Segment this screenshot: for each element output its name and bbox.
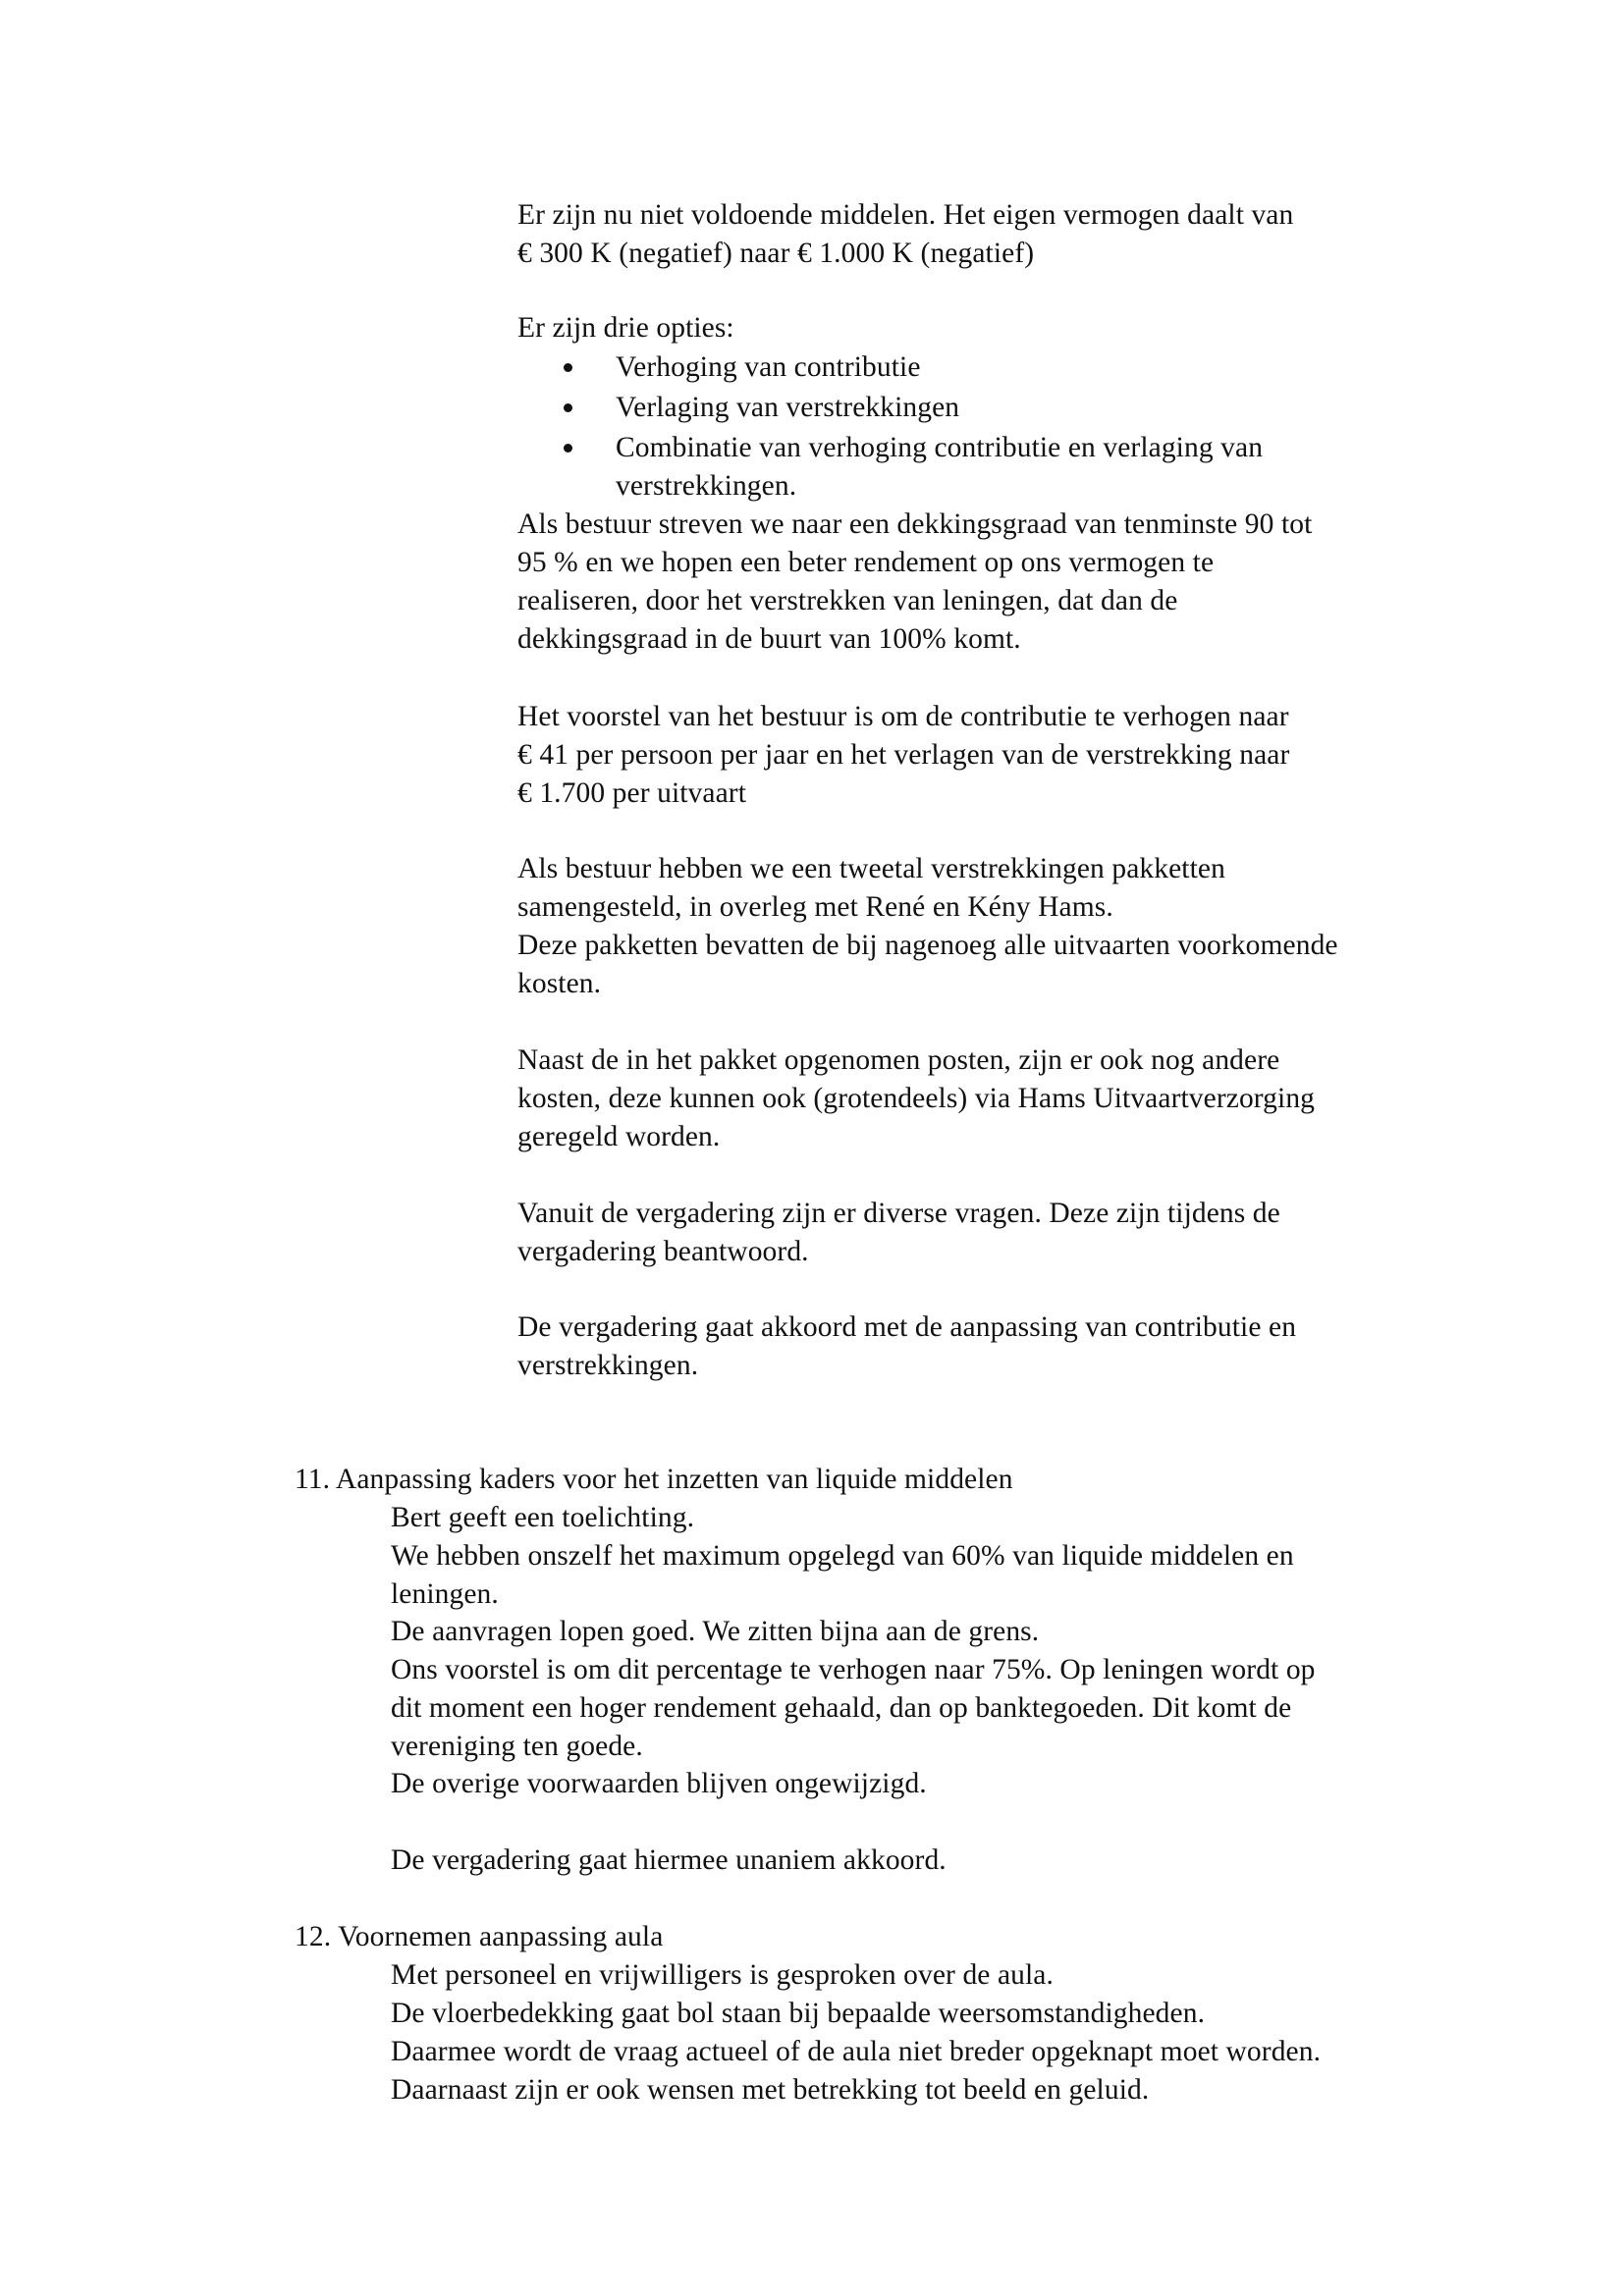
section-line: Daarnaast zijn er ook wensen met betrekking tot beeld en geluid. <box>391 2074 1150 2106</box>
section-line: De overige voorwaarden blijven ongewijzigd. <box>391 1768 927 1799</box>
section-line: De aanvragen lopen goed. We zitten bijna aan de grens. <box>391 1616 1040 1647</box>
body-line: kosten. <box>517 968 602 999</box>
section-line: dit moment een hoger rendement gehaald, dan op banktegoeden. Dit komt de <box>391 1692 1292 1724</box>
option-item: Verhoging van contributie <box>616 351 921 383</box>
body-line: vergadering beantwoord. <box>517 1236 809 1267</box>
section-line: Bert geeft een toelichting. <box>391 1502 695 1533</box>
section-conclusion: De vergadering gaat hiermee unaniem akkoord. <box>391 1844 947 1876</box>
body-line: kosten, deze kunnen ook (grotendeels) via Hams Uitvaartverzorging <box>517 1083 1316 1114</box>
body-line: Naast de in het pakket opgenomen posten, zijn er ook nog andere <box>517 1044 1280 1076</box>
body-line: Het voorstel van het bestuur is om de contributie te verhogen naar <box>517 701 1289 732</box>
section-line: Daarmee wordt de vraag actueel of de aula niet breder opgeknapt moet worden. <box>391 2036 1322 2067</box>
section-line: We hebben onszelf het maximum opgelegd van 60% van liquide middelen en <box>391 1540 1294 1572</box>
section-line: leningen. <box>391 1578 499 1610</box>
bullet-icon <box>564 363 572 372</box>
section-line: vereniging ten goede. <box>391 1731 643 1762</box>
section-line: Met personeel en vrijwilligers is gesproken over de aula. <box>391 1959 1054 1991</box>
option-item: Verlaging van verstrekkingen <box>616 392 960 423</box>
body-line: 95 % en we hopen een beter rendement op ons vermogen te <box>517 547 1215 578</box>
section-heading: 12. Voornemen aanpassing aula <box>295 1921 664 1952</box>
section-line: De vloerbedekking gaat bol staan bij bepaalde weersomstandigheden. <box>391 1998 1206 2029</box>
section-heading: 11. Aanpassing kaders voor het inzetten van liquide middelen <box>295 1464 1013 1495</box>
option-item: Combinatie van verhoging contributie en verlaging van <box>616 432 1264 463</box>
options-heading: Er zijn drie opties: <box>517 312 734 344</box>
bullet-icon <box>564 403 572 412</box>
body-line: € 1.700 per uitvaart <box>517 777 747 809</box>
body-line: Als bestuur streven we naar een dekkingsgraad van tenminste 90 tot <box>517 508 1313 540</box>
body-line: Als bestuur hebben we een tweetal verstrekkingen pakketten <box>517 853 1225 884</box>
bullet-icon <box>564 444 572 453</box>
section-line: Ons voorstel is om dit percentage te verhogen naar 75%. Op leningen wordt op <box>391 1654 1316 1685</box>
body-line: Er zijn nu niet voldoende middelen. Het eigen vermogen daalt van <box>517 199 1294 231</box>
body-line: Vanuit de vergadering zijn er diverse vragen. Deze zijn tijdens de <box>517 1198 1280 1229</box>
body-line: Deze pakketten bevatten de bij nagenoeg alle uitvaarten voorkomende <box>517 930 1338 961</box>
option-item-continuation: verstrekkingen. <box>616 470 797 502</box>
body-line: samengesteld, in overleg met René en Kény Hams. <box>517 891 1113 923</box>
body-line: € 41 per persoon per jaar en het verlagen van de verstrekking naar <box>517 739 1290 771</box>
body-line: geregeld worden. <box>517 1121 721 1152</box>
body-line: realiseren, door het verstrekken van leningen, dat dan de <box>517 585 1178 616</box>
body-line: De vergadering gaat akkoord met de aanpassing van contributie en <box>517 1311 1297 1343</box>
body-line: verstrekkingen. <box>517 1350 699 1381</box>
body-line: dekkingsgraad in de buurt van 100% komt. <box>517 623 1021 655</box>
body-line: € 300 K (negatief) naar € 1.000 K (negatief) <box>517 238 1035 269</box>
